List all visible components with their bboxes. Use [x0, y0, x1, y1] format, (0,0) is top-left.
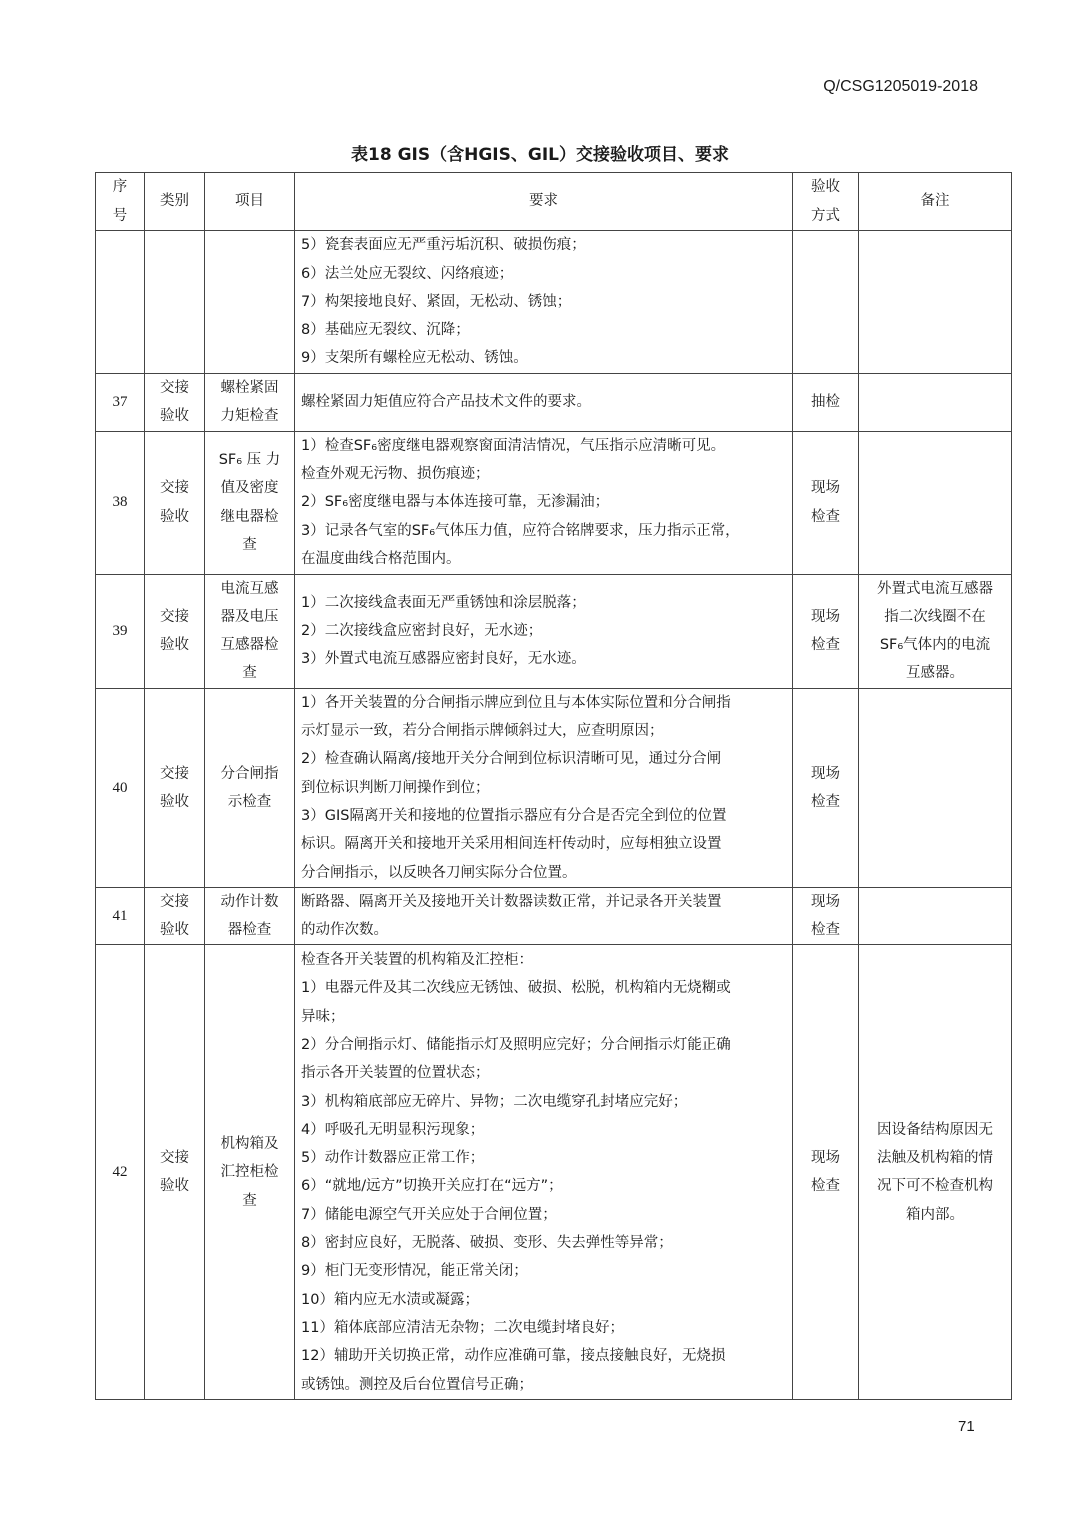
row-item: 螺栓紧固 力矩检查	[205, 374, 295, 432]
row-requirement: 检查各开关装置的机构箱及汇控柜： 1）电器元件及其二次线应无锈蚀、破损、松脱，机构箱内无烧糊或 异味； 2）分合闸指示灯、储能指示灯及照明应完好；分合闸指示灯能正确 指示各开关装置的位置状态； 3）机构箱底部应无碎片、异物；二次电缆穿孔封堵应完好； 4）呼吸孔无明显积污现象； 5）动作计数器应正常工作； 6）“就地/远方”切换开关应打在“远方”； 7）储能电源空气开关应处于合闸位置； 8）密封应良好，无脱落、破损、变形、失去弹性等异常； 9）柜门无变形情况，能正常关闭； 10）箱内应无水渍或凝露； 11）箱体底部应清洁无杂物；二次电缆封堵良好； 12）辅助开关切换正常，动作应准确可靠，接点接触良好，无烧损 或锈蚀。测控及后台位置信号正确；	[295, 945, 793, 1400]
row-requirement: 1）各开关装置的分合闸指示牌应到位且与本体实际位置和分合闸指 示灯显示一致，若分合闸指示牌倾斜过大，应查明原因； 2）检查确认隔离/接地开关分合闸到位标识清晰可见，通过分合闸 到位标识判断刀闸操作到位； 3）GIS隔离开关和接地的位置指示器应有分合是否完全到位的位置 标识。隔离开关和接地开关采用相间连杆传动时，应每相独立设置 分合闸指示，以反映各刀闸实际分合位置。	[295, 688, 793, 887]
row-note: 外置式电流互感器 指二次线圈不在 SF₆气体内的电流 互感器。	[859, 574, 1012, 688]
row-item: 动作计数 器检查	[205, 887, 295, 945]
page-number: 71	[958, 1418, 975, 1435]
table-row	[96, 574, 1012, 688]
header-item: 项目	[205, 173, 295, 231]
acceptance-table	[95, 172, 1012, 1400]
row-method: 现场 检查	[793, 688, 859, 887]
row-item: SF₆ 压 力 值及密度 继电器检 查	[205, 431, 295, 574]
row-note	[859, 374, 1012, 432]
row-item: 分合闸指 示检查	[205, 688, 295, 887]
row-note: 因设备结构原因无 法触及机构箱的情 况下可不检查机构 箱内部。	[859, 945, 1012, 1400]
header-note: 备注	[859, 173, 1012, 231]
row-number: 42	[96, 945, 145, 1400]
row-method: 抽检	[793, 374, 859, 432]
header-method: 验收 方式	[793, 173, 859, 231]
cont-method-cell	[793, 231, 859, 374]
cont-category-cell	[145, 231, 205, 374]
row-item: 机构箱及 汇控柜检 查	[205, 945, 295, 1400]
row-category: 交接 验收	[145, 945, 205, 1400]
cont-seq-cell	[96, 231, 145, 374]
cont-requirement-cell: 5）瓷套表面应无严重污垢沉积、破损伤痕； 6）法兰处应无裂纹、闪络痕迹； 7）构架接地良好、紧固，无松动、锈蚀； 8）基础应无裂纹、沉降； 9）支架所有螺栓应无松动、锈蚀。	[295, 231, 793, 374]
row-requirement: 断路器、隔离开关及接地开关计数器读数正常，并记录各开关装置 的动作次数。	[295, 887, 793, 945]
header-category: 类别	[145, 173, 205, 231]
table-header-row	[96, 173, 1012, 231]
table-row	[96, 945, 1012, 1400]
header-requirement: 要求	[295, 173, 793, 231]
row-category: 交接 验收	[145, 688, 205, 887]
row-method: 现场 检查	[793, 431, 859, 574]
table-row	[96, 887, 1012, 945]
row-method: 现场 检查	[793, 945, 859, 1400]
cont-item-cell	[205, 231, 295, 374]
table-row	[96, 431, 1012, 574]
row-note	[859, 887, 1012, 945]
header-seq: 序 号	[96, 173, 145, 231]
row-category: 交接 验收	[145, 431, 205, 574]
row-number: 37	[96, 374, 145, 432]
row-number: 40	[96, 688, 145, 887]
row-requirement: 螺栓紧固力矩值应符合产品技术文件的要求。	[295, 374, 793, 432]
document-code: Q/CSG1205019-2018	[823, 78, 978, 95]
row-item: 电流互感 器及电压 互感器检 查	[205, 574, 295, 688]
row-number: 41	[96, 887, 145, 945]
row-category: 交接 验收	[145, 574, 205, 688]
row-method: 现场 检查	[793, 574, 859, 688]
row-note	[859, 431, 1012, 574]
row-category: 交接 验收	[145, 887, 205, 945]
table-row	[96, 374, 1012, 432]
table-row-continued	[96, 231, 1012, 374]
row-method: 现场 检查	[793, 887, 859, 945]
row-requirement: 1）二次接线盒表面无严重锈蚀和涂层脱落； 2）二次接线盒应密封良好，无水迹； 3）外置式电流互感器应密封良好，无水迹。	[295, 574, 793, 688]
row-number: 39	[96, 574, 145, 688]
row-number: 38	[96, 431, 145, 574]
row-category: 交接 验收	[145, 374, 205, 432]
row-note	[859, 688, 1012, 887]
row-requirement: 1）检查SF₆密度继电器观察窗面清洁情况，气压指示应清晰可见。 检查外观无污物、损伤痕迹； 2）SF₆密度继电器与本体连接可靠，无渗漏油； 3）记录各气室的SF₆气体压力值，应符合铭牌要求，压力指示正常， 在温度曲线合格范围内。	[295, 431, 793, 574]
table-caption: 表18 GIS（含HGIS、GIL）交接验收项目、要求	[351, 145, 729, 165]
table-row	[96, 688, 1012, 887]
cont-note-cell	[859, 231, 1012, 374]
